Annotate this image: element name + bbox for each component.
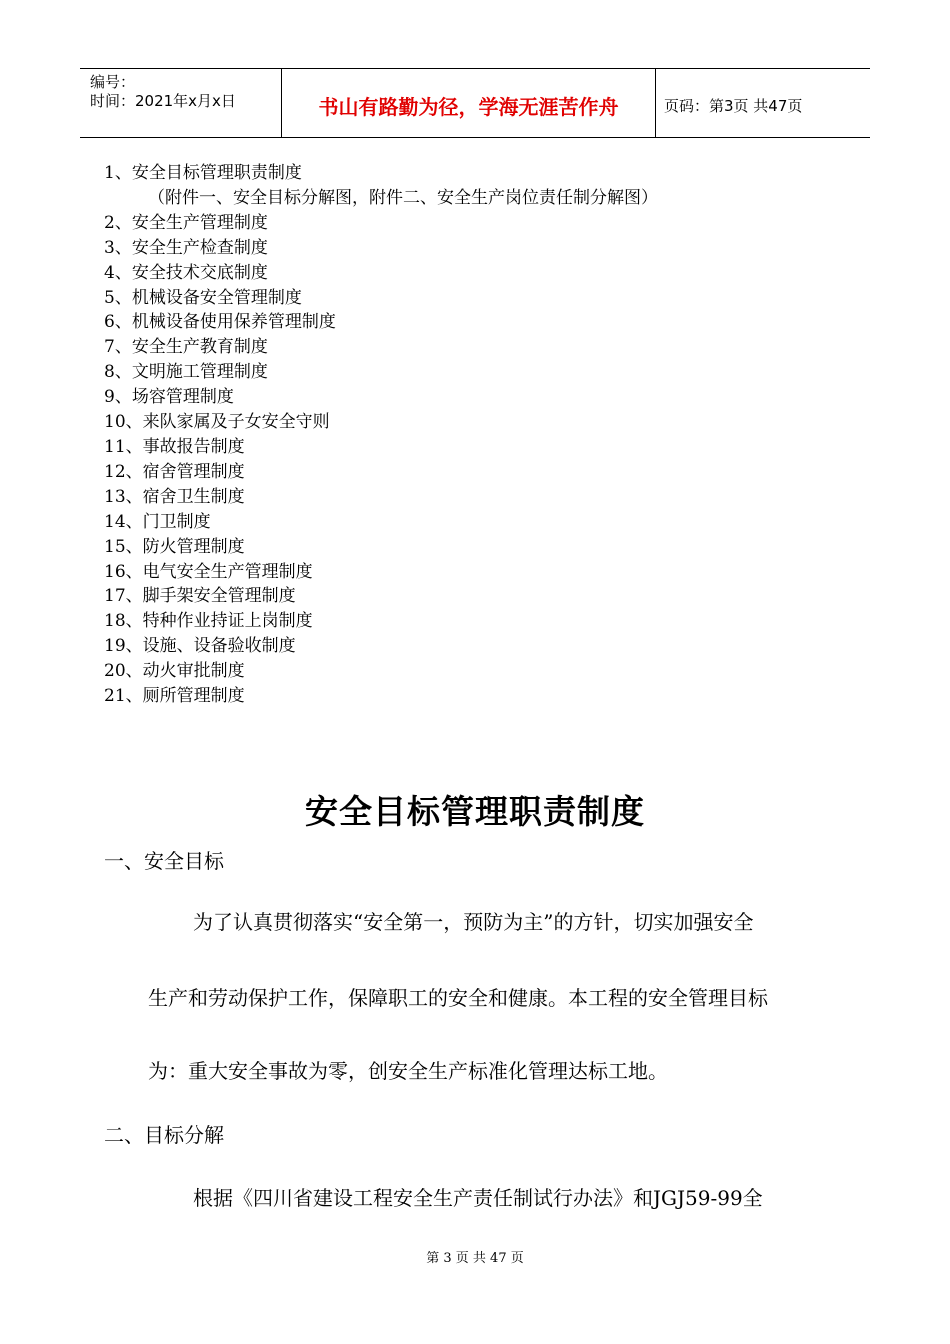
toc-item: 10、来队家属及子女安全守则 bbox=[104, 412, 330, 433]
toc-item: 9、场容管理制度 bbox=[104, 387, 234, 408]
page-footer: 第 3 页 共 47 页 bbox=[426, 1251, 524, 1266]
header-meta bbox=[80, 69, 282, 137]
section-heading: 一、安全目标 bbox=[104, 849, 224, 873]
toc-item: 8、文明施工管理制度 bbox=[104, 362, 268, 383]
document-title: 安全目标管理职责制度 bbox=[305, 792, 645, 831]
toc-item: 1、安全目标管理职责制度 bbox=[104, 163, 302, 183]
toc-item: 21、厕所管理制度 bbox=[104, 686, 245, 707]
doc-code-label: 编号： bbox=[90, 73, 136, 91]
toc-item: 2、安全生产管理制度 bbox=[104, 212, 268, 233]
toc-item: 3、安全生产检查制度 bbox=[104, 237, 268, 258]
toc-item: 14、门卫制度 bbox=[104, 511, 211, 532]
toc-item: 19、设施、设备验收制度 bbox=[104, 636, 296, 657]
toc-item: 20、动火审批制度 bbox=[104, 661, 245, 682]
header-motto: 书山有路勤为径，学海无涯苦作舟 bbox=[282, 69, 656, 137]
paragraph-line: 为：重大安全事故为零，创安全生产标准化管理达标工地。 bbox=[148, 1059, 668, 1083]
toc-item: 18、特种作业持证上岗制度 bbox=[104, 611, 313, 632]
paragraph-line: 为了认真贯彻落实“安全第一，预防为主”的方针，切实加强安全 bbox=[193, 910, 754, 934]
toc-item: 17、脚手架安全管理制度 bbox=[104, 586, 296, 607]
toc-item: 4、安全技术交底制度 bbox=[104, 262, 268, 283]
section-heading: 二、目标分解 bbox=[104, 1123, 224, 1147]
toc-item: 12、宿舍管理制度 bbox=[104, 461, 245, 482]
paragraph-line: 生产和劳动保护工作，保障职工的安全和健康。本工程的安全管理目标 bbox=[148, 986, 768, 1010]
toc-item: 11、事故报告制度 bbox=[104, 436, 245, 457]
doc-date: 时间：2021年x月x日 bbox=[90, 92, 236, 110]
toc-item: 6、机械设备使用保养管理制度 bbox=[104, 312, 336, 333]
toc-item: 15、防火管理制度 bbox=[104, 536, 245, 557]
paragraph-line: 根据《四川省建设工程安全生产责任制试行办法》和JGJ59-99全 bbox=[193, 1186, 763, 1210]
toc-item: 13、宿舍卫生制度 bbox=[104, 486, 245, 507]
toc-item: 5、机械设备安全管理制度 bbox=[104, 287, 302, 308]
toc-item-note: （附件一、安全目标分解图，附件二、安全生产岗位责任制分解图） bbox=[148, 187, 658, 208]
toc-item: 7、安全生产教育制度 bbox=[104, 337, 268, 358]
header-page-info: 页码：第3页 共47页 bbox=[664, 96, 803, 115]
toc-item: 16、电气安全生产管理制度 bbox=[104, 561, 313, 582]
table-of-contents bbox=[104, 161, 658, 709]
page-header bbox=[80, 68, 870, 138]
